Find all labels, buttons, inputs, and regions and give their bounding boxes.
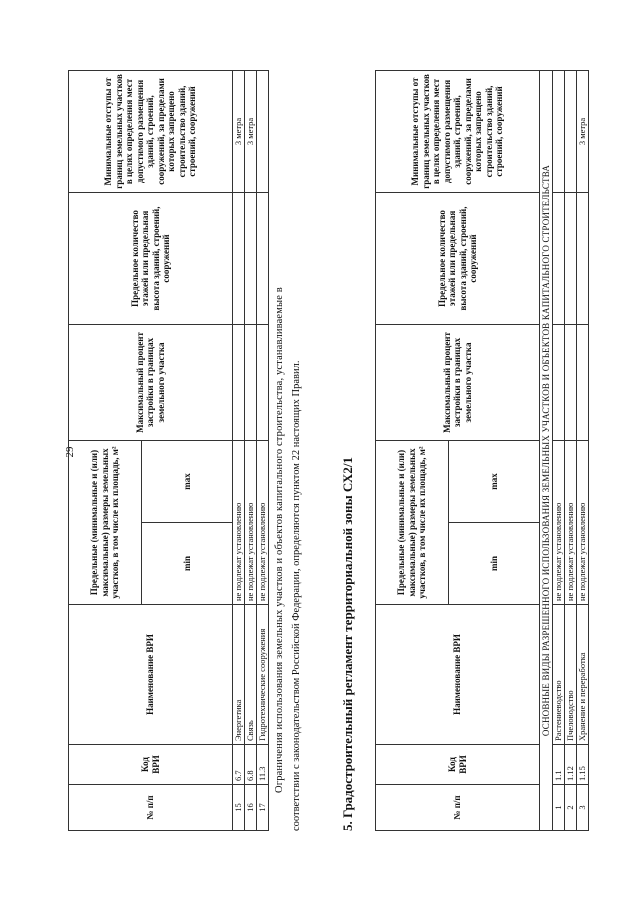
header-percent: Максимальный процент застройки в границах земельного участка [69, 324, 233, 440]
table-row [553, 70, 565, 830]
header-max: max [142, 440, 233, 522]
cell-name: Хранение и переработка [577, 605, 589, 745]
cell-height [565, 192, 577, 324]
cell-code: 1.1 [553, 745, 565, 785]
cell-percent [233, 324, 245, 440]
table-row [245, 70, 257, 830]
cell-num: 3 [577, 785, 589, 831]
cell-num: 15 [233, 785, 245, 831]
header-size: Предельные (минимальные и (или) максимальные) размеры земельных участков, в том числе их площадь, м² [69, 440, 142, 604]
cell-num: 1 [553, 785, 565, 831]
cell-setback [565, 70, 577, 192]
cell-size: не подлежат установлению [565, 440, 577, 604]
section-title: 5. Градостроительный регламент территориальной зоны СХ2/1 [340, 457, 355, 831]
header-size: Предельные (минимальные и (или) максимальные) размеры земельных участков, в том числе их площадь, м² [376, 440, 449, 604]
cell-height [245, 192, 257, 324]
cell-code: 1.12 [565, 745, 577, 785]
header-code: Код ВРИ [69, 745, 233, 785]
cell-setback: 3 метра [245, 70, 257, 192]
table-row [257, 70, 269, 830]
cell-height [553, 192, 565, 324]
cell-setback [257, 70, 269, 192]
header-num: № п/п [69, 785, 233, 831]
cell-num: 17 [257, 785, 269, 831]
cell-code: 11.3 [257, 745, 269, 785]
cell-percent [245, 324, 257, 440]
cell-code: 6.8 [245, 745, 257, 785]
header-code: Код ВРИ [376, 745, 540, 785]
cell-name: Пчеловодство [565, 605, 577, 745]
cell-size: не подлежат установлению [577, 440, 589, 604]
header-setback: Минимальные отступы от границ земельных участков в целях определения мест допустимого размещения зданий, строений, сооружений, за пределами которых запрещено строительство зданий, строений, сооружений [69, 70, 233, 192]
cell-setback: 3 метра [233, 70, 245, 192]
table-row [233, 70, 245, 830]
header-min: min [142, 523, 233, 605]
cell-num: 16 [245, 785, 257, 831]
cell-setback [553, 70, 565, 192]
cell-size: не подлежат установлению [245, 440, 257, 604]
cell-code: 6.7 [233, 745, 245, 785]
restrictions-paragraph-line1: Ограничения использования земельных участков и объектов капитального строительства, устанавливаемые в [274, 287, 285, 793]
cell-percent [257, 324, 269, 440]
cell-height [257, 192, 269, 324]
cell-size: не подлежат установлению [233, 440, 245, 604]
cell-num: 2 [565, 785, 577, 831]
cell-height [233, 192, 245, 324]
cell-setback: 3 метра [577, 70, 589, 192]
cell-name: Связь [245, 605, 257, 745]
group-title: ОСНОВНЫЕ ВИДЫ РАЗРЕШЕННОГО ИСПОЛЬЗОВАНИЯ ЗЕМЕЛЬНЫХ УЧАСТКОВ И ОБЪЕКТОВ КАПИТАЛЬНОГО СТРОИТЕЛЬСТВА [540, 70, 553, 830]
cell-height [577, 192, 589, 324]
cell-size: не подлежат установлению [553, 440, 565, 604]
header-max: max [449, 440, 540, 522]
table-vri-continued [68, 70, 269, 831]
cell-percent [565, 324, 577, 440]
header-num: № п/п [376, 785, 540, 831]
cell-code: 1.15 [577, 745, 589, 785]
header-name: Наименование ВРИ [376, 605, 540, 745]
header-height: Предельное количество этажей или предельная высота зданий, строений, сооружений [376, 192, 540, 324]
header-setback: Минимальные отступы от границ земельных участков в целях определения мест допустимого размещения зданий, строений, сооружений, за пределами которых запрещено строительство зданий, строений, сооружений [376, 70, 540, 192]
cell-size: не подлежат установлению [257, 440, 269, 604]
restrictions-paragraph-line2: соответствии с законодательством Российской Федерации, определяются пунктом 22 настоящих Правил. [291, 360, 302, 831]
page-number: 29 [64, 446, 76, 458]
cell-name: Гидротехнические сооружения [257, 605, 269, 745]
header-percent: Максимальный процент застройки в границах земельного участка [376, 324, 540, 440]
cell-name: Растениеводство [553, 605, 565, 745]
table-zone-sx2-1 [375, 70, 589, 831]
cell-percent [577, 324, 589, 440]
header-min: min [449, 523, 540, 605]
table-row [577, 70, 589, 830]
cell-percent [553, 324, 565, 440]
header-height: Предельное количество этажей или предельная высота зданий, строений, сооружений [69, 192, 233, 324]
group-row [540, 70, 553, 830]
header-name: Наименование ВРИ [69, 605, 233, 745]
cell-name: Энергетика [233, 605, 245, 745]
table-row [565, 70, 577, 830]
